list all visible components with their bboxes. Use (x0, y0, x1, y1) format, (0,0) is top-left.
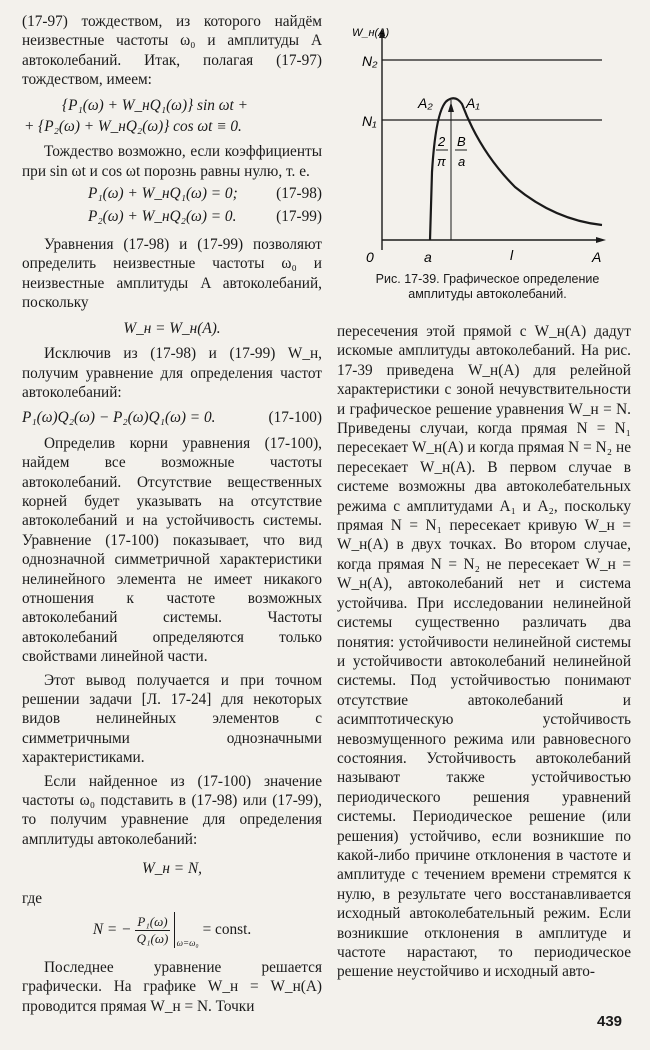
amplitude-figure (340, 22, 632, 272)
a1-label: A₁ (466, 95, 480, 111)
paragraph: Последнее уравнение решается графически. На графике W_н = W_н(A) проводится прямая W_н = N. Точки (22, 959, 322, 1015)
paragraph: Если найденное из (17-100) значение частоты ω₀ подставить в (17-98) или (17-99), то получим уравнение для определения амплитуды автоколебаний: (22, 772, 322, 848)
equation-number: (17-100) (268, 409, 322, 427)
n2-label: N₂ (362, 53, 378, 69)
left-column (22, 12, 322, 1016)
n1-label: N₁ (362, 113, 377, 129)
fraction-ba-numerator: B (457, 134, 466, 149)
equation-number: (17-99) (276, 207, 322, 225)
equation-N-left: N = − (92, 921, 132, 939)
x-axis-arrow (596, 237, 606, 243)
label-where: где (22, 889, 43, 907)
fraction (135, 914, 169, 947)
evaluation-subscript: ω=ω₀ (176, 938, 199, 949)
a-label: a (424, 249, 432, 265)
evaluation-bar (174, 912, 199, 948)
equation-body: P₁(ω) + W_нQ₁(ω) = 0; (88, 185, 238, 203)
equation-line: {P₁(ω) + W_нQ₁(ω)} sin ωt + (62, 96, 248, 114)
l-label: l (510, 247, 514, 263)
paragraph: Определив корни уравнения (17-100), найдем все возможные частоты автоколебаний. Отсутствие вещественных корней будет указывать на отсутствие автоколебаний и на устойчивость системы. Уравнение (17-100) показывает, что вид однозначной симметричной характеристики нелинейного элемента не имеет никакого отношения к частоте возможных автоколебаний системы. Частоты автоколебаний определяются только свойствами линейной части. (22, 434, 322, 666)
fraction-numerator: P₁(ω) (137, 913, 168, 929)
equation-N-right: = const. (202, 921, 252, 939)
figure-caption: Рис. 17-39. Графическое определение амплитуды автоколебаний. (375, 272, 600, 301)
equation-number: (17-98) (276, 185, 322, 203)
a2-label: A₂ (418, 95, 433, 111)
paragraph: Уравнения (17-98) и (17-99) позволяют определить неизвестные частоты ω₀ и неизвестные амплитуды A автоколебаний, поскольку (22, 236, 322, 312)
page-number: 439 (597, 1013, 623, 1030)
paragraph: (17-97) тождеством, из которого найдём неизвестные частоты ω₀ и амплитуды A автоколебаний. Итак, полагая (17-97) тождеством, имеем: (22, 13, 322, 89)
paragraph: Этот вывод получается и при точном решении задачи [Л. 17-24] для некоторых видов нелинейных элементов с симметричными однозначными характеристиками. (22, 671, 322, 767)
paragraph: пересечения этой прямой с W_н(A) дадут искомые амплитуды автоколебаний. На рис. 17-39 приведена W_н(A) для релейной характеристики с зоной нечувствительности и графическое решение уравнения W_н = N. Приведены случаи, когда прямая N = N₁ пересекает W_н(A) и когда прямая N = N₂ не пересекает W_н(A). В первом случае в системе возможны два автоколебательных режима с амплитудами A₁ и A₂, поскольку прямая N = N₁ пересекает кривую W_н = W_н(A) в двух точках. Во втором случае, когда прямая N = N₂ не пересекает W_н = W_н(A), автоколебаний нет и система устойчива. При исследовании нелинейной системы существенно различать два понятия: устойчивости нелинейной системы и устойчивости автоколебаний нелинейной системы. Под устойчивостью понимают отсутствие автоколебаний и асимптотическую устойчивость невозмущенного режима или равновесного состояния. Устойчивость автоколебаний называют также устойчивостью периодического решения уравнений системы. Периодическое решение (или решения) устойчиво, если возникшие по какой-либо причине отклонения в частоте и амплитуде с течением времени стремятся к нулю, в результате чего восстанавливается исходный автоколебательный режим. Если возникшие отклонения в амплитуде и частоте нарастают, то периодическое решение неустойчиво и исходный авто- (337, 323, 631, 981)
fraction-ba-denominator: a (458, 154, 466, 169)
fraction-2pi-denominator: π (437, 154, 446, 169)
equation-line: + {P₂(ω) + W_нQ₂(ω)} cos ωt ≡ 0. (24, 118, 242, 136)
amplitude-marker-arrow (448, 102, 454, 112)
origin-label: 0 (366, 249, 374, 265)
paragraph: Исключив из (17-98) и (17-99) W_н, получим уравнение для определения частот автоколебаний: (22, 345, 322, 401)
fraction-denominator: Q₁(ω) (136, 930, 169, 946)
equation-N (22, 912, 322, 948)
y-axis-label: W_н(A) (352, 27, 390, 39)
fraction-2pi-numerator: 2 (438, 134, 446, 149)
paragraph: Тождество возможно, если коэффициенты при sin ωt и cos ωt порознь равны нулю, т. е. (22, 143, 322, 180)
equation-line: W_н = N, (142, 860, 202, 878)
equation-line: W_н = W_н(A). (123, 319, 221, 337)
right-column (337, 322, 631, 982)
equation-17-99 (22, 207, 322, 226)
equation-body: P₂(ω) + W_нQ₂(ω) = 0. (88, 207, 237, 225)
x-axis-label: A (592, 249, 602, 265)
equation-17-98 (22, 184, 322, 203)
equation-17-100 (22, 408, 322, 427)
equation-body: P₁(ω)Q₂(ω) − P₂(ω)Q₁(ω) = 0. (22, 409, 216, 427)
